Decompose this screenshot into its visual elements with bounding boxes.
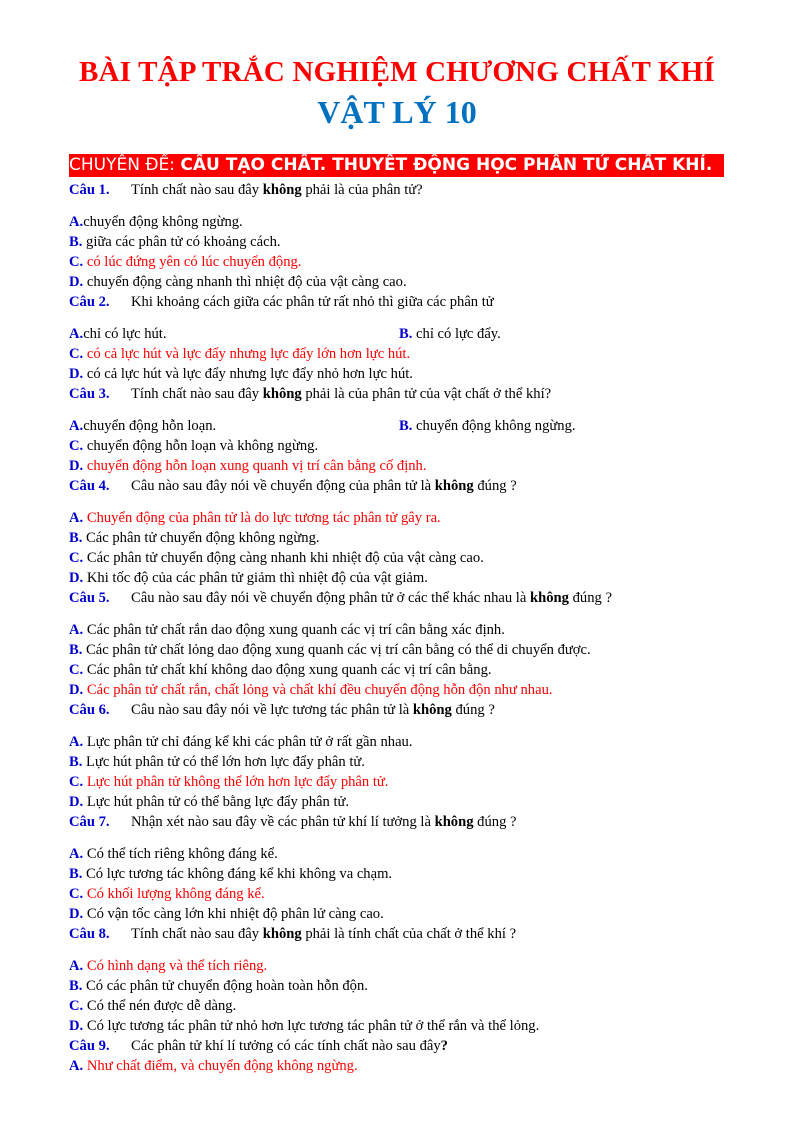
option-b: B. giữa các phân tử có khoảng cách. <box>69 234 281 250</box>
question-3: Câu 3. Tính chất nào sau đây không phải là của phân tử của vật chất ở thể khí? <box>69 386 552 402</box>
option-c-correct: C. Có khối lượng không đáng kể. <box>69 886 265 902</box>
option-d: D. chuyển động càng nhanh thì nhiệt độ của vật càng cao. <box>69 274 407 290</box>
option-a: A.chuyển động hỗn loạn. <box>69 418 217 434</box>
topic-banner <box>69 154 724 177</box>
question-7: Câu 7. Nhận xét nào sau đây về các phân tử khí lí tưởng là không đúng ? <box>69 814 517 830</box>
option-a-correct: A. Có hình dạng và thể tích riêng. <box>69 958 268 974</box>
topic-prefix: CHUYÊN ĐỀ: <box>69 155 181 175</box>
option-c: C. chuyển động hỗn loạn và không ngừng. <box>69 438 319 454</box>
option-b: B. chuyển động không ngừng. <box>399 418 576 434</box>
question-number: Câu 4. <box>69 478 110 494</box>
option-b: B. Có các phân tử chuyển động hoàn toàn hỗn độn. <box>69 978 368 994</box>
question-5: Câu 5. Câu nào sau đây nói về chuyển động phân tử ở các thể khác nhau là không đúng ? <box>69 590 612 606</box>
options-row <box>69 416 729 436</box>
options-row <box>69 324 729 344</box>
question-2: Câu 2. Khi khoảng cách giữa các phân tử rất nhỏ thì giữa các phân tử <box>69 294 494 310</box>
topic-title: CẤU TẠO CHẤT. THUYẾT ĐỘNG HỌC PHÂN TỬ CHẤT KHÍ. <box>180 155 713 175</box>
question-number: Câu 2. <box>69 294 110 310</box>
question-number: Câu 1. <box>69 182 110 198</box>
option-d: D. Lực hút phân tử có thể bằng lực đẩy phân tử. <box>69 794 350 810</box>
option-d: D. Có vận tốc càng lớn khi nhiệt độ phân lử càng cao. <box>69 906 384 922</box>
option-d: D. Khi tốc độ của các phân tử giảm thì nhiệt độ của vật giảm. <box>69 570 428 586</box>
question-1: Câu 1. Tính chất nào sau đây không phải là của phân tử? <box>69 182 423 198</box>
question-number: Câu 8. <box>69 926 110 942</box>
option-b: B. Các phân tử chất lỏng dao động xung quanh các vị trí cân bằng có thể di chuyển được. <box>69 642 591 658</box>
question-number: Câu 3. <box>69 386 110 402</box>
option-c-correct: C. có cả lực hút và lực đẩy nhưng lực đẩy lớn hơn lực hút. <box>69 346 411 362</box>
document-title: BÀI TẬP TRẮC NGHIỆM CHƯƠNG CHẤT KHÍ <box>79 56 715 88</box>
option-d: D. có cả lực hút và lực đẩy nhưng lực đẩy nhỏ hơn lực hút. <box>69 366 413 382</box>
question-number: Câu 5. <box>69 590 110 606</box>
option-a-correct: A. Chuyển động của phân tử là do lực tương tác phân tử gây ra. <box>69 510 441 526</box>
option-c: C. Các phân tử chất khí không dao động xung quanh các vị trí cân bằng. <box>69 662 492 678</box>
question-list <box>69 180 729 1076</box>
option-b: B. Các phân tử chuyển động không ngừng. <box>69 530 320 546</box>
question-number: Câu 7. <box>69 814 110 830</box>
question-4: Câu 4. Câu nào sau đây nói về chuyển động của phân tử là không đúng ? <box>69 478 517 494</box>
question-9: Câu 9. Các phân tử khí lí tưởng có các tính chất nào sau đây? <box>69 1038 448 1054</box>
option-b: B. Lực hút phân tử có thể lớn hơn lực đẩy phân tử. <box>69 754 365 770</box>
option-d-correct: D. Các phân tử chất rắn, chất lỏng và chất khí đều chuyển động hỗn độn như nhau. <box>69 682 553 698</box>
option-c-correct: C. có lúc đứng yên có lúc chuyển động. <box>69 254 302 270</box>
question-number: Câu 9. <box>69 1038 110 1054</box>
question-8: Câu 8. Tính chất nào sau đây không phải là tính chất của chất ở thể khí ? <box>69 926 517 942</box>
option-c: C. Có thể nén được dễ dàng. <box>69 998 237 1014</box>
option-d: D. Có lực tương tác phân tử nhỏ hơn lực tương tác phân tử ở thể rắn và thể lỏng. <box>69 1018 540 1034</box>
option-c: C. Các phân tử chuyển động càng nhanh khi nhiệt độ của vật càng cao. <box>69 550 484 566</box>
option-d-correct: D. chuyển động hỗn loạn xung quanh vị trí cân bằng cố định. <box>69 458 427 474</box>
question-number: Câu 6. <box>69 702 110 718</box>
option-b: B. Có lực tương tác không đáng kể khi không va chạm. <box>69 866 393 882</box>
option-b: B. chỉ có lực đẩy. <box>399 326 501 342</box>
option-a: A. Các phân tử chất rắn dao động xung quanh các vị trí cân bằng xác định. <box>69 622 505 638</box>
option-a: A. Có thể tích riêng không đáng kể. <box>69 846 278 862</box>
option-a: A. Lực phân tử chỉ đáng kể khi các phân tử ở rất gần nhau. <box>69 734 413 750</box>
option-a: A.chỉ có lực hút. <box>69 326 167 342</box>
option-a: A.chuyển động không ngừng. <box>69 214 243 230</box>
document-subtitle: VẬT LÝ 10 <box>317 94 477 130</box>
option-c-correct: C. Lực hút phân tử không thể lớn hơn lực đẩy phân tử. <box>69 774 389 790</box>
question-6: Câu 6. Câu nào sau đây nói về lực tương tác phân tử là không đúng ? <box>69 702 495 718</box>
option-a-correct: A. Như chất điểm, và chuyển động không ngừng. <box>69 1058 358 1074</box>
